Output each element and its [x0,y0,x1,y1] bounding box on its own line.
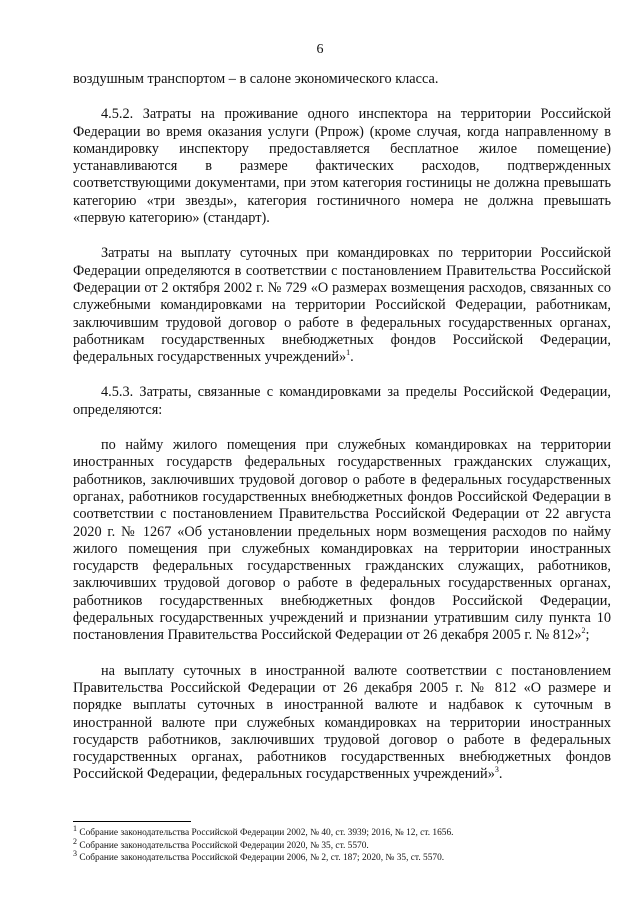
footnote-reference[interactable]: 1 [346,348,351,358]
paragraph-text: 4.5.3. Затраты, связанные с командировками за пределы Российской Федерации, определяются: [73,384,611,418]
footnote [73,836,613,853]
paragraph-spacer [73,88,611,106]
paragraph-text: Затраты на выплату суточных при командировках по территории Российской Федерации определяются в соответствии с постановлением Правительства Российской Федерации от 2 октября 2002 г. № 729 «О размерах возмещения расходов, связанных со служебными командировками на территории Российской Федерации, работникам, заключившим трудовой договор о работе в федеральных государственных органах, работникам государственных внебюджетных фондов Российской Федерации, федеральных государственных учреждений» [73,245,611,366]
paragraph-text: на выплату суточных в иностранной валюте соответствии с постановлением Правительства Российской Федерации от 26 декабря 2005 г. № 812 «О размере и порядке выплаты суточных в иностранной валюте и надбавок к суточным в иностранной валюте при служебных командировках на территории иностранных государств работников, заключивших трудовой договор о работе в федеральных государственных органах, работников государственных внебюджетных фондов Российской Федерации, федеральных государственных учреждений» [73,662,611,783]
footnote-reference[interactable]: 2 [581,626,586,636]
footnote-text: Собрание законодательства Российской Федерации 2006, № 2, ст. 187; 2020, № 35, ст. 5570. [77,853,445,863]
footnote-text: Собрание законодательства Российской Федерации 2020, № 35, ст. 5570. [77,840,369,851]
paragraph-end-punctuation: ; [585,627,590,644]
footnote [73,848,613,865]
footnote-number: 2 [73,836,77,846]
paragraph-text: по найму жилого помещения при служебных командировках на территории иностранных государств федеральных государственных гражданских служащих, работников, заключивших трудовой договор о работе в федеральных государственных органах, работников государственных внебюджетных фондов Российской Федерации в соответствии с постановлением Правительства Российской Федерации от 22 августа 2020 г. № 1267 «Об установлении предельных норм возмещения расходов по найму жилого помещения при служебных командировках на территории иностранных государств федеральных государственных гражданских служащих, работников, заключивших трудовой договор о работе в федеральных государственных органах, работников государственных внебюджетных фондов Российской Федерации, федеральных государственных учреждений и признании утратившим силу пункта 10 постановления Правительства Российской Федерации от 26 декабря 2005 г. № 812» [73,437,611,644]
paragraph [73,106,611,227]
page-number: 6 [316,42,324,57]
footnotes [73,823,613,865]
document-body [73,71,611,784]
paragraph [73,384,611,419]
paragraph [73,245,611,366]
footnote-separator [73,821,191,822]
footnote-number: 1 [73,823,77,833]
footnote [73,823,613,840]
footnote-reference[interactable]: 3 [494,765,499,775]
paragraph-spacer [73,419,611,437]
footnote-number: 3 [73,848,77,858]
paragraph-spacer [73,227,611,245]
paragraph [73,437,611,645]
paragraph-end-punctuation: . [350,349,354,366]
paragraph-spacer [73,645,611,663]
paragraph-end-punctuation: . [498,766,503,783]
footnote-text: Собрание законодательства Российской Федерации 2002, № 40, ст. 3939; 2016, № 12, ст. 1656. [77,828,454,838]
paragraph-spacer [73,366,611,384]
paragraph [73,71,611,88]
paragraph [73,663,611,784]
paragraph-text: 4.5.2. Затраты на проживание одного инспектора на территории Российской Федерации во время оказания услуги (Рпрож) (кроме случая, когда направленному в командировку инспектору предоставляется бесплатное жилое помещение) устанавливаются в размере фактических расходов, подтвержденных соответствующими документами, при этом категория гостиницы не должна превышать категорию «три звезды», категория гостиничного номера не должна превышать «первую категорию» (стандарт). [73,106,611,227]
paragraph-text: воздушным транспортом – в салоне экономического класса. [73,71,439,87]
